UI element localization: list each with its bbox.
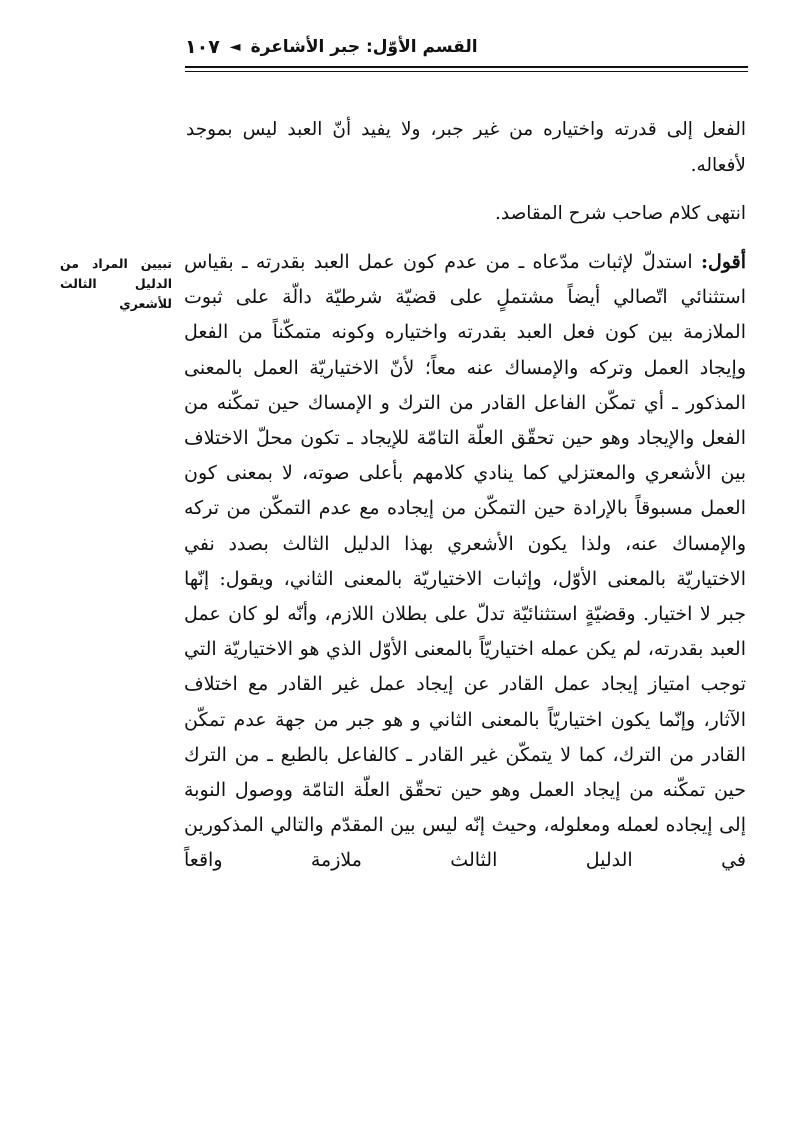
main-paragraph-text: استدلّ لإثبات مدّعاه ـ من عدم كون عمل العبد بقدرته ـ بقياس استثنائي اتّصالي أيضاً مشتملٍ على قضيّة شرطيّة دالّة على ثبوت الملازمة بين كون فعل العبد بقدرته واختياره وكونه متمكّناً من الفعل وإيجاد العمل وتركه والإمساك عنه معاً؛ لأنّ الاختياريّة العمل بالمعنى المذكور ـ أي تمكّن الفاعل القادر من الترك و الإمساك حين تمكّنه من الفعل والإيجاد وهو حين تحقّق العلّة التامّة للإيجاد ـ تكون محلّ الاختلاف بين الأشعري والمعتزلي كما ينادي كلامهم بأعلى صوته، لا بمعنى كون العمل مسبوقاً بالإرادة حين التمكّن من إيجاده مع عدم التمكّن من تركه والإمساك عنه، ولذا يكون الأشعري بهذا الدليل الثالث بصدد نفي الاختياريّة بالمعنى الأوّل، وإثبات الاختياريّة بالمعنى الثاني، ويقول: إنّها جبر لا اختيار. وقضيّةٍ استثنائيّة تدلّ على بطلان اللازم، وأنّه لو كان عمل العبد بقدرته، لم يكن عمله اختياريّاً بالمعنى الأوّل الذي هو الاختياريّة التي توجب امتياز إيجاد عمل القادر عن إيجاد عمل غير القادر مع اختلاف الآثار، وإنّما يكون اختياريّاً بالمعنى الثاني و هو جبر من جهة عدم تمكّن القادر من الترك، كما لا يتمكّن غير القادر ـ كالفاعل بالطبع ـ من الترك حين تمكّنه من إيجاد العمل وهو حين تحقّق العلّة التامّة ووصول النوبة إلى إيجاده لعمله ومعلوله، وحيث إنّه ليس بين المقدّم والتالي المذكورين في الدليل الثالث ملازمة واقعاً [184,251,746,872]
paragraph-text: الفعل إلى قدرته واختياره من غير جبر، ولا يفيد أنّ العبد ليس بموجد لأفعاله. [186,119,746,176]
paragraph-continuation [186,112,746,184]
header-rule-thick [185,66,748,68]
margin-note: تبيين المراد من الدليل الثالث للأشعري [60,256,172,311]
paragraph-end-quote [186,196,746,232]
main-paragraph [184,245,746,879]
header-rule-thin [185,71,748,72]
paragraph-text: انتهى كلام صاحب شرح المقاصد. [494,203,746,224]
triangle-marker-icon: ◄ [229,39,241,55]
page-number: ١٠٧ [185,36,220,58]
running-title: القسم الأوّل: جبر الأشاعرة [250,37,478,57]
running-header [185,30,748,64]
aqulu-label: أقول: [701,251,746,273]
